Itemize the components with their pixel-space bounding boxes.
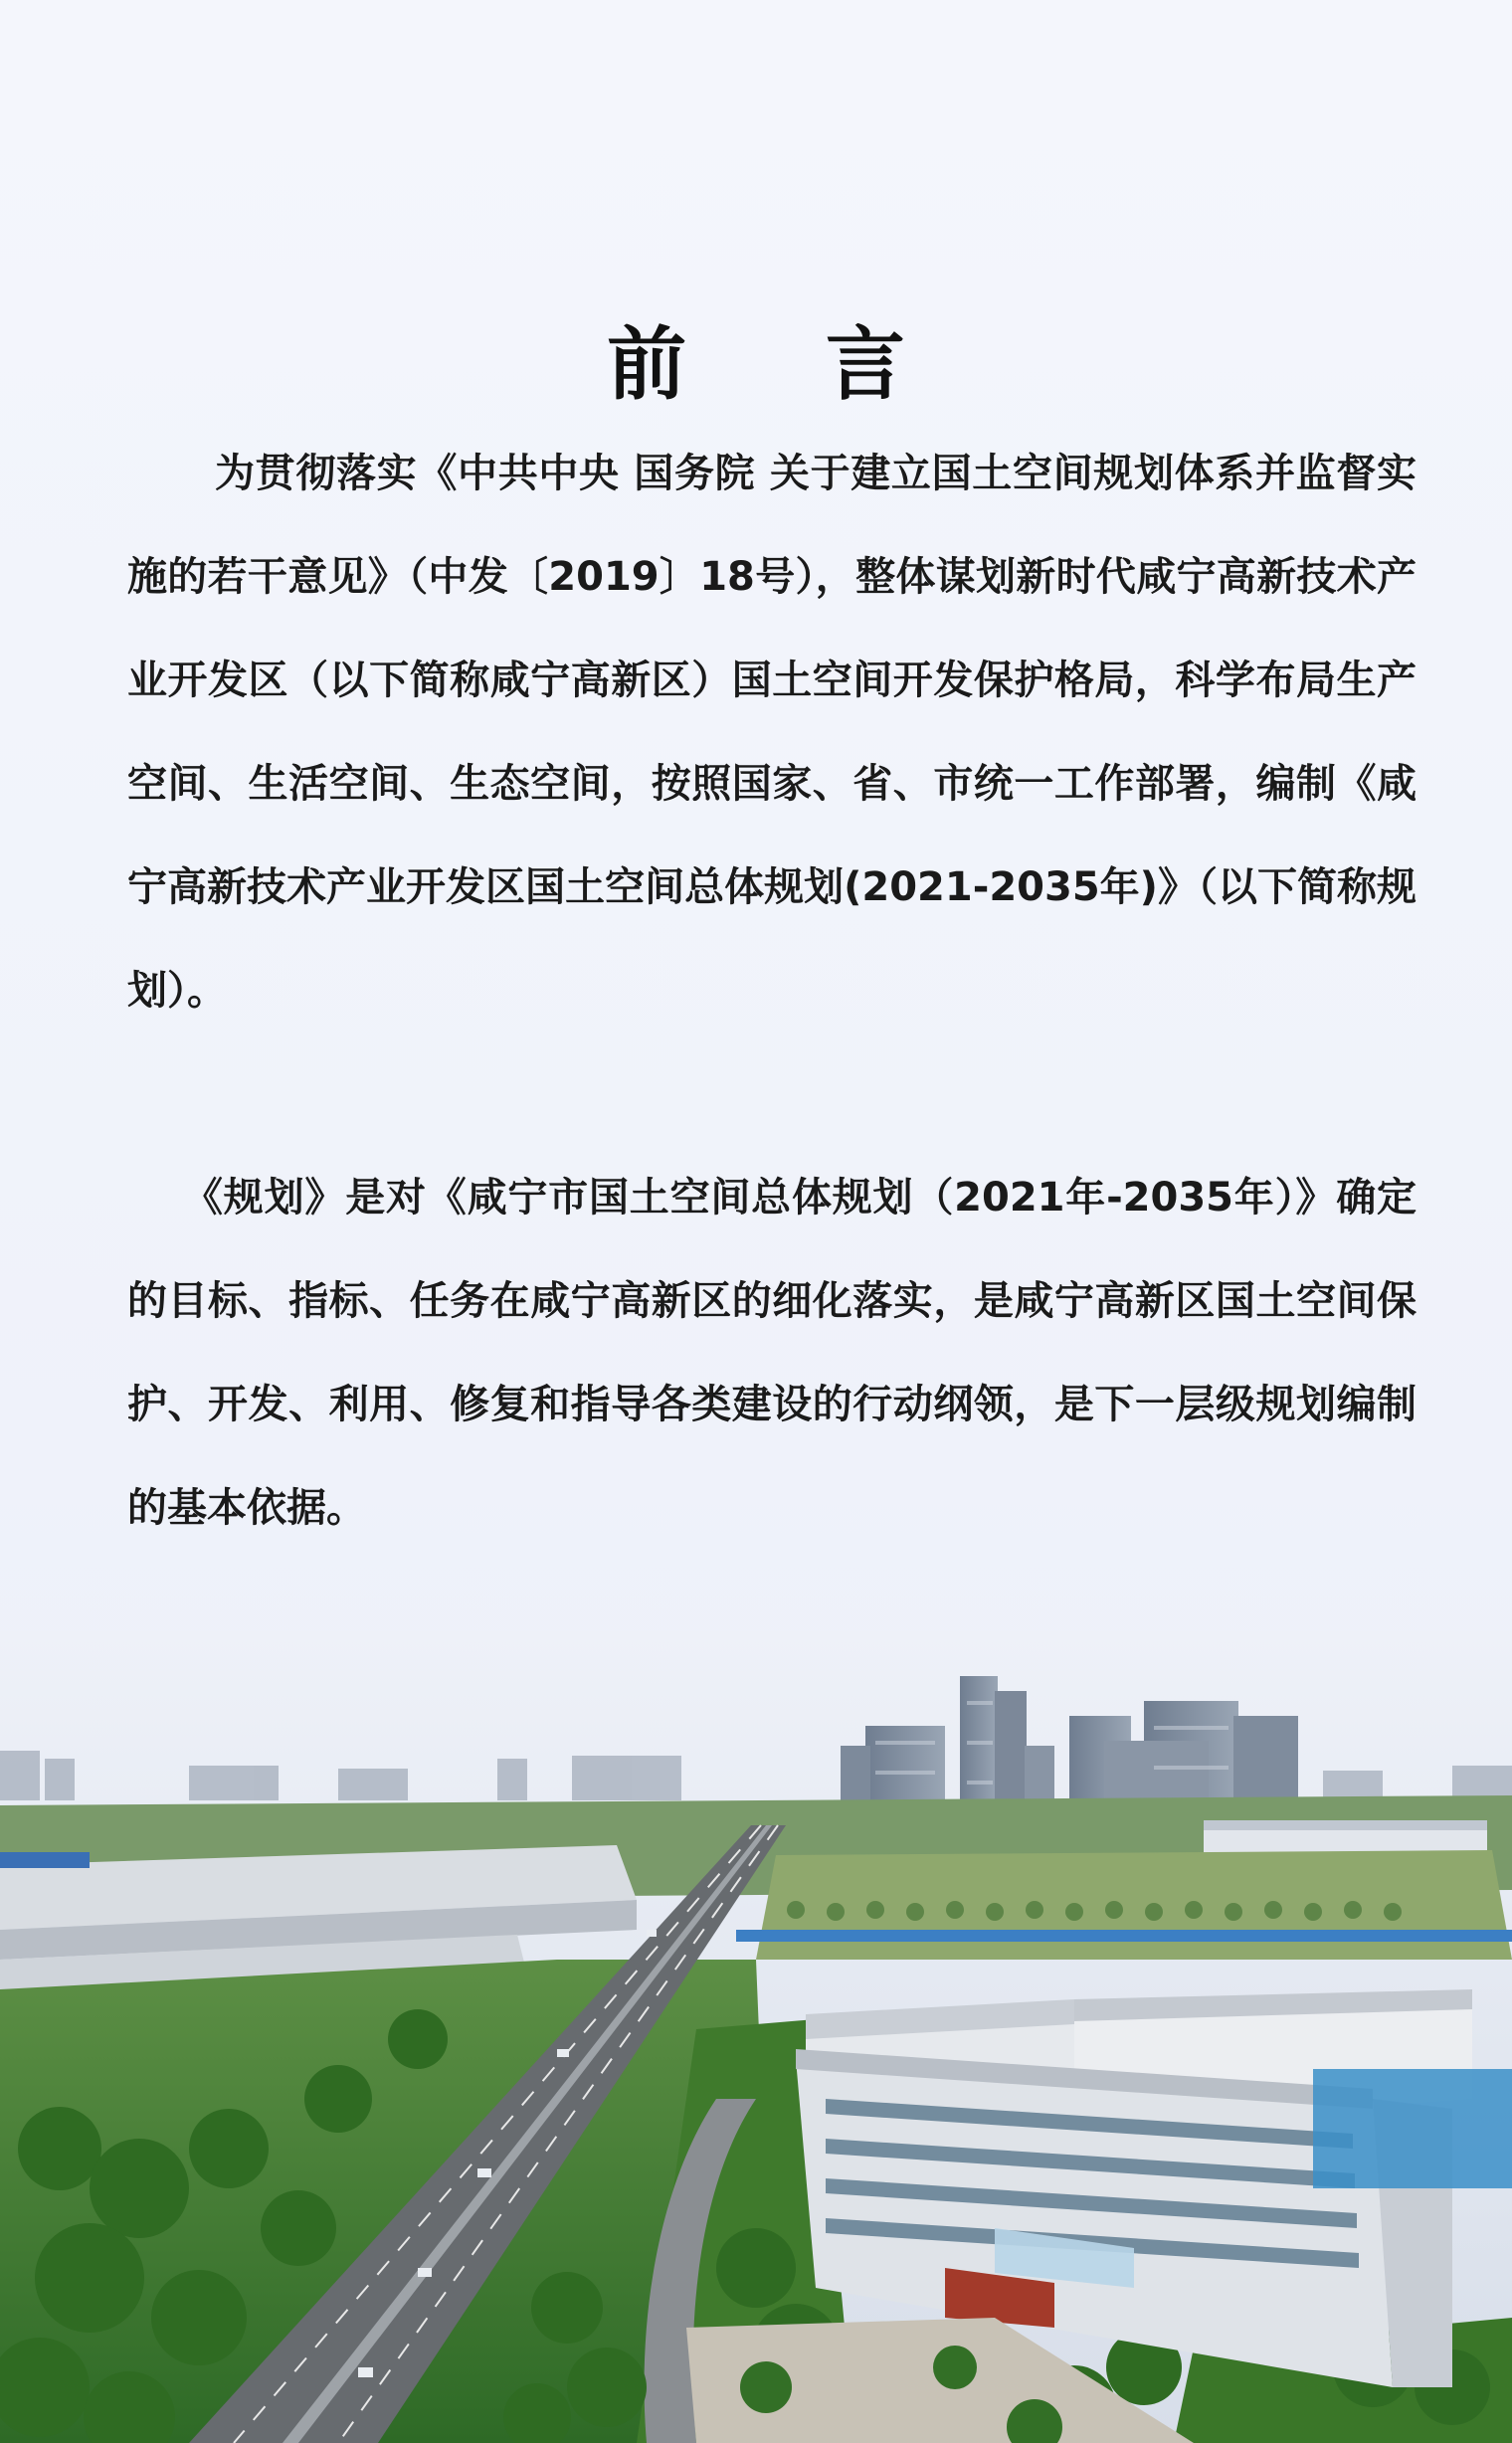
page-title: 前 言 xyxy=(607,317,961,411)
aerial-city-photo xyxy=(0,1631,1512,2443)
intro-paragraph-2: 《规划》是对《咸宁市国土空间总体规划（2021年-2035年）》确定的目标、指标、任务在咸宁高新区的细化落实，是咸宁高新区国土空间保护、开发、利用、修复和指导各类建设的行动纲领，是下一层级规划编制的基本依据。 xyxy=(127,1175,1417,1531)
intro-paragraph-1: 为贯彻落实《中共中央 国务院 关于建立国土空间规划体系并监督实施的若干意见》（中发〔2019〕18号），整体谋划新时代咸宁高新技术产业开发区（以下简称咸宁高新区）国土空间开发保护格局，科学布局生产空间、生活空间、生态空间，按照国家、省、市统一工作部署，编制《咸宁高新技术产业开发区国土空间总体规划(2021-2035年)》（以下简称规划）。 xyxy=(127,451,1417,1014)
